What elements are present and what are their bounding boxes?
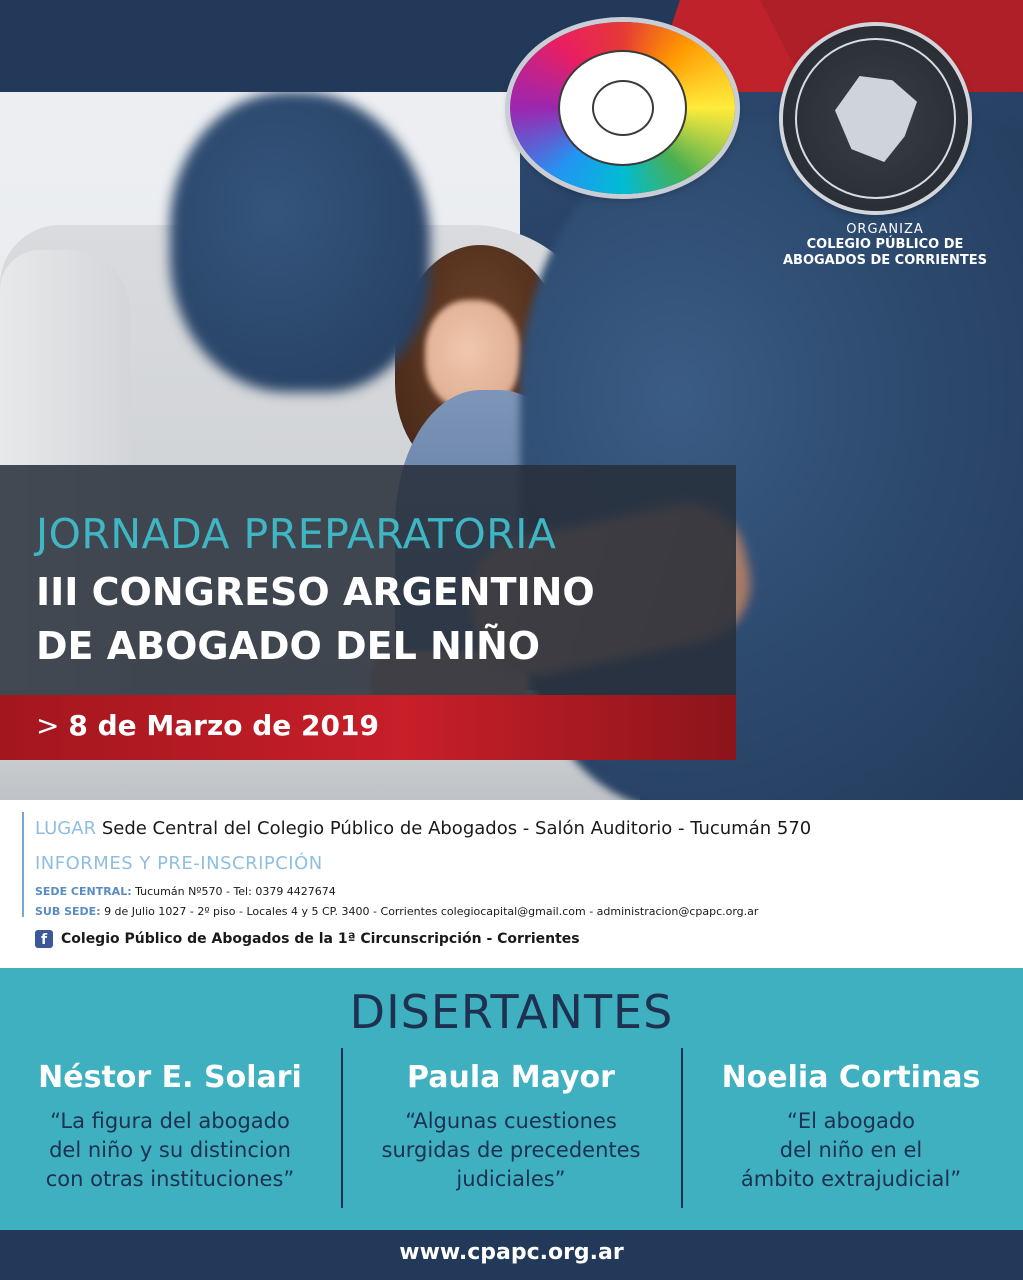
speaker-topic-line: “Algunas cuestiones xyxy=(405,1109,617,1133)
speaker-topic-line: “El abogado xyxy=(786,1109,916,1133)
info-accent-line xyxy=(22,812,24,917)
speaker-card-1 xyxy=(0,1060,340,1194)
speaker-name: Paula Mayor xyxy=(407,1060,615,1095)
speaker-topic-line: “La figura del abogado xyxy=(50,1109,290,1133)
speaker-topic-line: ámbito extrajudicial” xyxy=(740,1167,962,1191)
website-link[interactable]: www.cpapc.org.ar xyxy=(399,1240,624,1265)
speaker-topic-line: con otras instituciones” xyxy=(45,1167,295,1191)
organizer-label: ORGANIZA xyxy=(846,222,924,237)
event-title-line1: III CONGRESO ARGENTINO xyxy=(36,570,595,614)
speaker-topic xyxy=(341,1107,681,1194)
event-date xyxy=(36,709,379,742)
uba-seal-center xyxy=(558,50,687,166)
organizer-name-line1: COLEGIO PÚBLICO DE xyxy=(806,237,964,252)
sub-office-line xyxy=(35,905,758,918)
speaker-name: Noelia Cortinas xyxy=(721,1060,981,1095)
event-subtitle: JORNADA PREPARATORIA xyxy=(36,510,557,558)
uba-seal-figure xyxy=(592,80,654,136)
speaker-name: Néstor E. Solari xyxy=(38,1060,302,1095)
speaker-card-2 xyxy=(341,1060,681,1194)
adult-silhouette-head xyxy=(170,92,430,392)
venue-label: LUGAR xyxy=(35,818,97,839)
facebook-icon[interactable]: f xyxy=(35,930,53,948)
registration-label: INFORMES Y PRE-INSCRIPCIÓN xyxy=(35,853,323,874)
venue-line xyxy=(35,818,811,839)
speaker-topic-line: del niño en el xyxy=(779,1138,923,1162)
speakers-title: DISERTANTES xyxy=(349,985,674,1039)
organizer-name-line2: ABOGADOS DE CORRIENTES xyxy=(782,253,987,268)
speaker-topic-line: del niño y su distincion xyxy=(49,1138,291,1162)
sub-office-value: 9 de Julio 1027 - 2º piso - Locales 4 y 5 CP. 3400 - Corrientes colegiocapital@gmail.com - administracion@cpapc.org.ar xyxy=(104,905,759,918)
organizer-block xyxy=(770,222,1000,269)
speaker-topic xyxy=(0,1107,340,1194)
speaker-topic-line: judiciales” xyxy=(456,1167,566,1191)
speaker-topic xyxy=(681,1107,1021,1194)
event-title-line2: DE ABOGADO DEL NIÑO xyxy=(36,624,541,668)
sub-office-label: SUB SEDE: xyxy=(35,905,101,918)
main-office-value: Tucumán Nº570 - Tel: 0379 4427674 xyxy=(135,885,336,898)
speaker-topic-line: surgidas de precedentes xyxy=(381,1138,641,1162)
speaker-card-3 xyxy=(681,1060,1021,1194)
main-office-label: SEDE CENTRAL: xyxy=(35,885,132,898)
date-value: 8 de Marzo de 2019 xyxy=(68,709,379,742)
main-office-line xyxy=(35,885,336,898)
facebook-line[interactable] xyxy=(35,930,580,948)
uba-seal-icon xyxy=(510,22,735,194)
facebook-page-name[interactable]: Colegio Público de Abogados de la 1ª Circunscripción - Corrientes xyxy=(61,931,580,947)
cpac-seal-icon xyxy=(783,26,968,211)
date-chevron: > xyxy=(36,709,60,742)
venue-value: Sede Central del Colegio Público de Abogados - Salón Auditorio - Tucumán 570 xyxy=(101,818,812,839)
